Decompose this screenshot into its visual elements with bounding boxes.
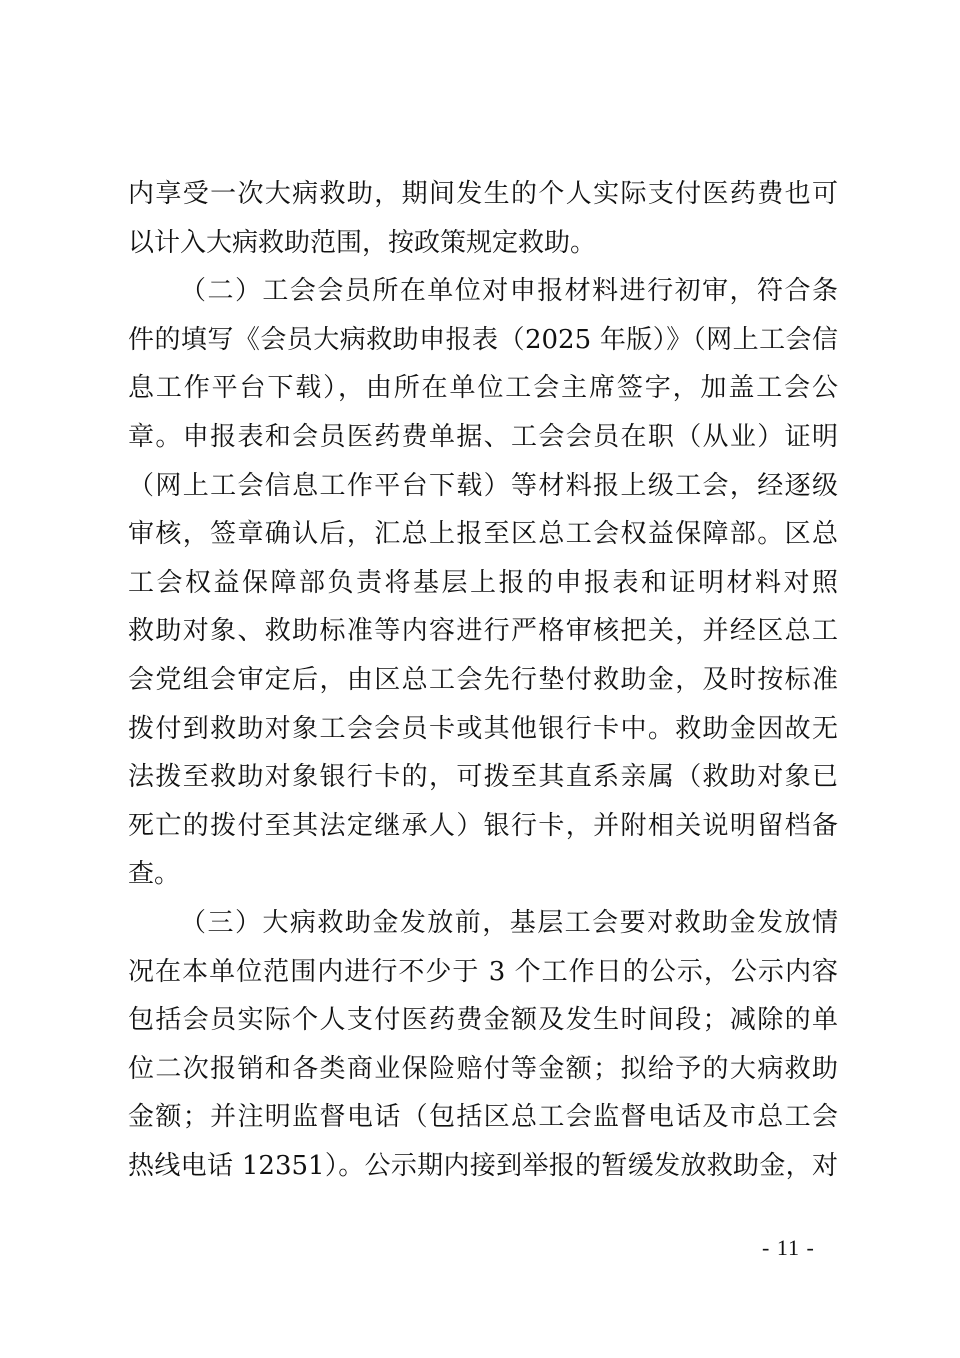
text-line: 金额；并注明监督电话（包括区总工会监督电话及市总工会	[128, 1102, 838, 1133]
text-line: （网上工会信息工作平台下载）等材料报上级工会，经逐级	[128, 470, 838, 501]
text-line: （二）工会会员所在单位对申报材料进行初审，符合条	[180, 276, 838, 307]
text-line: 况在本单位范围内进行不少于 3 个工作日的公示，公示内容	[128, 956, 838, 987]
text-line: 内享受一次大病救助，期间发生的个人实际支付医药费也可	[128, 179, 838, 209]
text-line: 救助对象、救助标准等内容进行严格审核把关，并经区总工	[128, 616, 838, 647]
document-body	[128, 170, 838, 1190]
text-line: 拨付到救助对象工会会员卡或其他银行卡中。救助金因故无	[128, 713, 838, 744]
text-line: 查。	[128, 859, 181, 890]
text-line: 息工作平台下载），由所在单位工会主席签字，加盖工会公	[128, 373, 838, 404]
text-line: 件的填写《会员大病救助申报表（2025 年版）》（网上工会信	[128, 324, 838, 355]
text-line: 位二次报销和各类商业保险赔付等金额；拟给予的大病救助	[128, 1053, 838, 1084]
text-line: 以计入大病救助范围，按政策规定救助。	[128, 227, 597, 258]
text-line: 审核，签章确认后，汇总上报至区总工会权益保障部。区总	[128, 519, 838, 550]
text-line: 死亡的拨付至其法定继承人）银行卡，并附相关说明留档备	[128, 810, 838, 841]
text-line: 会党组会审定后，由区总工会先行垫付救助金，及时按标准	[128, 664, 838, 695]
text-line: （三）大病救助金发放前，基层工会要对救助金发放情	[180, 907, 838, 938]
text-line: 包括会员实际个人支付医药费金额及发生时间段；减除的单	[128, 1005, 838, 1036]
text-line: 章。申报表和会员医药费单据、工会会员在职（从业）证明	[128, 421, 838, 452]
text-line: 法拨至救助对象银行卡的，可拨至其直系亲属（救助对象已	[128, 762, 838, 793]
text-line: 热线电话 12351）。公示期内接到举报的暂缓发放救助金，对	[128, 1150, 838, 1181]
text-line: 工会权益保障部负责将基层上报的申报表和证明材料对照	[128, 567, 838, 598]
page-number: - 11 -	[762, 1235, 815, 1260]
